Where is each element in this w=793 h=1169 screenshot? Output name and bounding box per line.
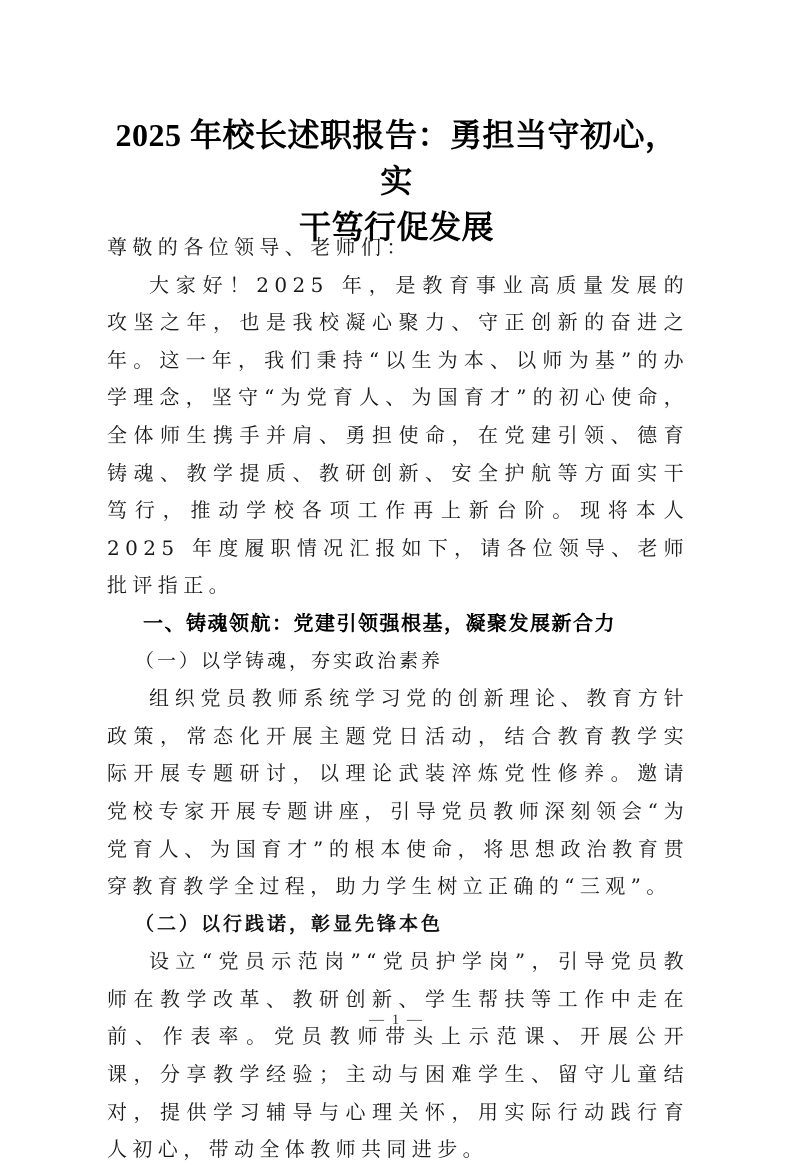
subsection-paragraph-1-1: 组织党员教师系统学习党的创新理论、教育方针政策，常态化开展主题党日活动，结合教育教学实际开展专题研讨，以理论武装淬炼党性修养。邀请党校专家开展专题讲座，引导党员教师深刻领会“为党育人、为国育才”的根本使命，将思想政治教育贯穿教育教学全过程，助力学生树立正确的“三观”。 xyxy=(107,686,689,899)
subsection-heading-1-1: （一）以学铸魂，夯实政治素养 xyxy=(135,649,444,672)
page-number: — 1 — xyxy=(369,1012,424,1028)
salutation: 尊敬的各位领导、老师们： xyxy=(107,235,412,259)
section-heading-1: 一、铸魂领航：党建引领强根基，凝聚发展新合力 xyxy=(143,610,616,635)
title-line-2: 干笃行促发展 xyxy=(298,209,494,245)
subsection-heading-1-2: （二）以行践诺，彰显先锋本色 xyxy=(135,912,444,935)
title-line-1: 2025 年校长述职报告：勇担当守初心，实 xyxy=(115,117,678,199)
subsection-paragraph-1-2: 设立“党员示范岗”“党员护学岗”，引导党员教师在教学改革、教研创新、学生帮扶等工作中走在前、作表率。党员教师带头上示范课、开展公开课，分享教学经验；主动与困难学生、留守儿童结对，提供学习辅导与心理关怀，用实际行动践行育人初心，带动全体教师共同进步。 xyxy=(107,949,689,1162)
intro-paragraph: 大家好！2025 年，是教育事业高质量发展的攻坚之年，也是我校凝心聚力、守正创新的奋进之年。这一年，我们秉持“以生为本、以师为基”的办学理念，坚守“为党育人、为国育才”的初心使命，全体师生携手并肩、勇担使命，在党建引领、德育铸魂、教学提质、教研创新、安全护航等方面实干笃行，推动学校各项工作再上新台阶。现将本人 2025 年度履职情况汇报如下，请各位领导、老师批评指正。 xyxy=(107,272,689,598)
